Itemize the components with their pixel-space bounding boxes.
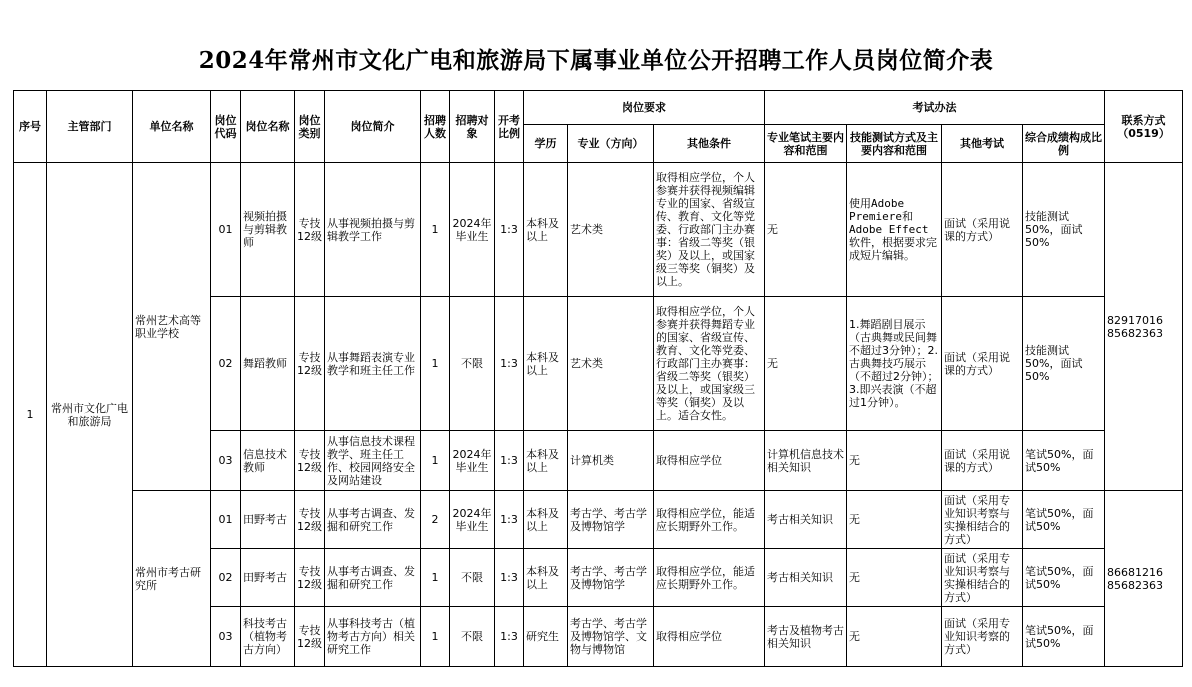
exam-ratio: 1:3 [495, 163, 524, 297]
header-ratio: 开考比例 [495, 91, 524, 163]
written-exam: 无 [765, 297, 847, 431]
header-post-name: 岗位名称 [241, 91, 295, 163]
recruit-target: 2024年毕业生 [450, 491, 495, 549]
other-conditions: 取得相应学位，个人参赛并获得舞蹈专业的国家、省级宣传、教育、文化等党委、行政部门主办赛事：省级二等奖（银奖）及以上，或国家级三等奖（铜奖）及以上。适合女性。 [654, 297, 765, 431]
skill-test: 无 [847, 549, 942, 607]
skill-test: 使用Adobe Premiere和Adobe Effect软件，根据要求完成短片编辑。 [847, 163, 942, 297]
other-exam: 面试（采用说课的方式） [942, 297, 1023, 431]
exam-ratio: 1:3 [495, 549, 524, 607]
other-conditions: 取得相应学位 [654, 431, 765, 491]
skill-test: 无 [847, 607, 942, 667]
post-type: 专技12级 [295, 431, 325, 491]
other-conditions: 取得相应学位，能适应长期野外工作。 [654, 491, 765, 549]
recruit-count: 1 [421, 431, 450, 491]
post-name: 信息技术教师 [241, 431, 295, 491]
score-composition: 笔试50%，面试50% [1023, 549, 1105, 607]
post-name: 科技考古（植物考古方向） [241, 607, 295, 667]
major: 考古学、考古学及博物馆学 [568, 491, 654, 549]
exam-ratio: 1:3 [495, 297, 524, 431]
score-composition: 笔试50%，面试50% [1023, 607, 1105, 667]
recruit-target: 2024年毕业生 [450, 431, 495, 491]
major: 艺术类 [568, 297, 654, 431]
post-desc: 从事科技考古（植物考古方向）相关研究工作 [325, 607, 421, 667]
post-code: 02 [211, 297, 241, 431]
written-exam: 考古及植物考古相关知识 [765, 607, 847, 667]
education: 研究生 [524, 607, 568, 667]
header-other-exam: 其他考试 [942, 125, 1023, 163]
score-composition: 技能测试50%，面试50% [1023, 297, 1105, 431]
other-exam: 面试（采用说课的方式） [942, 163, 1023, 297]
education: 本科及以上 [524, 431, 568, 491]
header-target: 招聘对象 [450, 91, 495, 163]
other-exam: 面试（采用专业知识考察与实操相结合的方式） [942, 491, 1023, 549]
post-code: 02 [211, 549, 241, 607]
recruit-count: 1 [421, 297, 450, 431]
exam-ratio: 1:3 [495, 431, 524, 491]
post-code: 03 [211, 431, 241, 491]
post-desc: 从事视频拍摄与剪辑教学工作 [325, 163, 421, 297]
header-edu: 学历 [524, 125, 568, 163]
header-contact: 联系方式（0519） [1105, 91, 1183, 163]
unit-cell: 常州市考古研究所 [133, 491, 211, 667]
post-name: 田野考古 [241, 549, 295, 607]
header-seq: 序号 [14, 91, 47, 163]
exam-ratio: 1:3 [495, 607, 524, 667]
header-exam: 考试办法 [765, 91, 1105, 125]
unit-cell: 常州艺术高等职业学校 [133, 163, 211, 491]
header-dept: 主管部门 [47, 91, 133, 163]
written-exam: 无 [765, 163, 847, 297]
header-unit: 单位名称 [133, 91, 211, 163]
page-title: 2024年常州市文化广电和旅游局下属事业单位公开招聘工作人员岗位简介表 [198, 47, 994, 74]
header-post-type: 岗位类别 [295, 91, 325, 163]
header-requirements: 岗位要求 [524, 91, 765, 125]
written-exam: 考古相关知识 [765, 491, 847, 549]
score-composition: 笔试50%，面试50% [1023, 431, 1105, 491]
skill-test: 无 [847, 491, 942, 549]
other-exam: 面试（采用专业知识考察的方式） [942, 607, 1023, 667]
other-conditions: 取得相应学位，能适应长期野外工作。 [654, 549, 765, 607]
recruit-target: 2024年毕业生 [450, 163, 495, 297]
recruit-target: 不限 [450, 297, 495, 431]
header-skill: 技能测试方式及主要内容和范围 [847, 125, 942, 163]
recruit-count: 1 [421, 607, 450, 667]
post-name: 舞蹈教师 [241, 297, 295, 431]
post-type: 专技12级 [295, 163, 325, 297]
header-post-desc: 岗位简介 [325, 91, 421, 163]
other-conditions: 取得相应学位，个人参赛并获得视频编辑专业的国家、省级宣传、教育、文化等党委、行政部门主办赛事：省级二等奖（银奖）及以上，或国家级三等奖（铜奖）及以上。 [654, 163, 765, 297]
table-row [14, 491, 1183, 549]
post-type: 专技12级 [295, 549, 325, 607]
contact-cell: 82917016 85682363 [1105, 163, 1183, 491]
score-composition: 技能测试50%，面试50% [1023, 163, 1105, 297]
seq-cell: 1 [14, 163, 47, 667]
score-composition: 笔试50%，面试50% [1023, 491, 1105, 549]
written-exam: 计算机信息技术相关知识 [765, 431, 847, 491]
other-exam: 面试（采用专业知识考察与实操相结合的方式） [942, 549, 1023, 607]
education: 本科及以上 [524, 163, 568, 297]
recruitment-table [13, 90, 1183, 667]
education: 本科及以上 [524, 491, 568, 549]
post-desc: 从事考古调查、发掘和研究工作 [325, 549, 421, 607]
other-exam: 面试（采用说课的方式） [942, 431, 1023, 491]
header-count: 招聘人数 [421, 91, 450, 163]
post-code: 03 [211, 607, 241, 667]
post-name: 田野考古 [241, 491, 295, 549]
header-score: 综合成绩构成比例 [1023, 125, 1105, 163]
post-code: 01 [211, 491, 241, 549]
recruit-count: 2 [421, 491, 450, 549]
recruit-target: 不限 [450, 607, 495, 667]
table-row [14, 163, 1183, 297]
header-other: 其他条件 [654, 125, 765, 163]
post-desc: 从事信息技术课程教学、班主任工作、校园网络安全及网站建设 [325, 431, 421, 491]
skill-test: 无 [847, 431, 942, 491]
post-type: 专技12级 [295, 491, 325, 549]
post-type: 专技12级 [295, 607, 325, 667]
contact-cell: 86681216 85682363 [1105, 491, 1183, 667]
post-type: 专技12级 [295, 297, 325, 431]
header-written: 专业笔试主要内容和范围 [765, 125, 847, 163]
recruit-count: 1 [421, 163, 450, 297]
header-major: 专业（方向） [568, 125, 654, 163]
header-post-code: 岗位代码 [211, 91, 241, 163]
post-desc: 从事考古调查、发掘和研究工作 [325, 491, 421, 549]
written-exam: 考古相关知识 [765, 549, 847, 607]
major: 考古学、考古学及博物馆学、文物与博物馆 [568, 607, 654, 667]
other-conditions: 取得相应学位 [654, 607, 765, 667]
post-code: 01 [211, 163, 241, 297]
major: 考古学、考古学及博物馆学 [568, 549, 654, 607]
skill-test: 1.舞蹈剧目展示（古典舞或民间舞不超过3分钟）；2.古典舞技巧展示（不超过2分钟）；3.即兴表演（不超过1分钟）。 [847, 297, 942, 431]
recruit-count: 1 [421, 549, 450, 607]
post-name: 视频拍摄与剪辑教师 [241, 163, 295, 297]
dept-cell: 常州市文化广电和旅游局 [47, 163, 133, 667]
post-desc: 从事舞蹈表演专业教学和班主任工作 [325, 297, 421, 431]
exam-ratio: 1:3 [495, 491, 524, 549]
education: 本科及以上 [524, 549, 568, 607]
major: 艺术类 [568, 163, 654, 297]
major: 计算机类 [568, 431, 654, 491]
recruit-target: 不限 [450, 549, 495, 607]
education: 本科及以上 [524, 297, 568, 431]
